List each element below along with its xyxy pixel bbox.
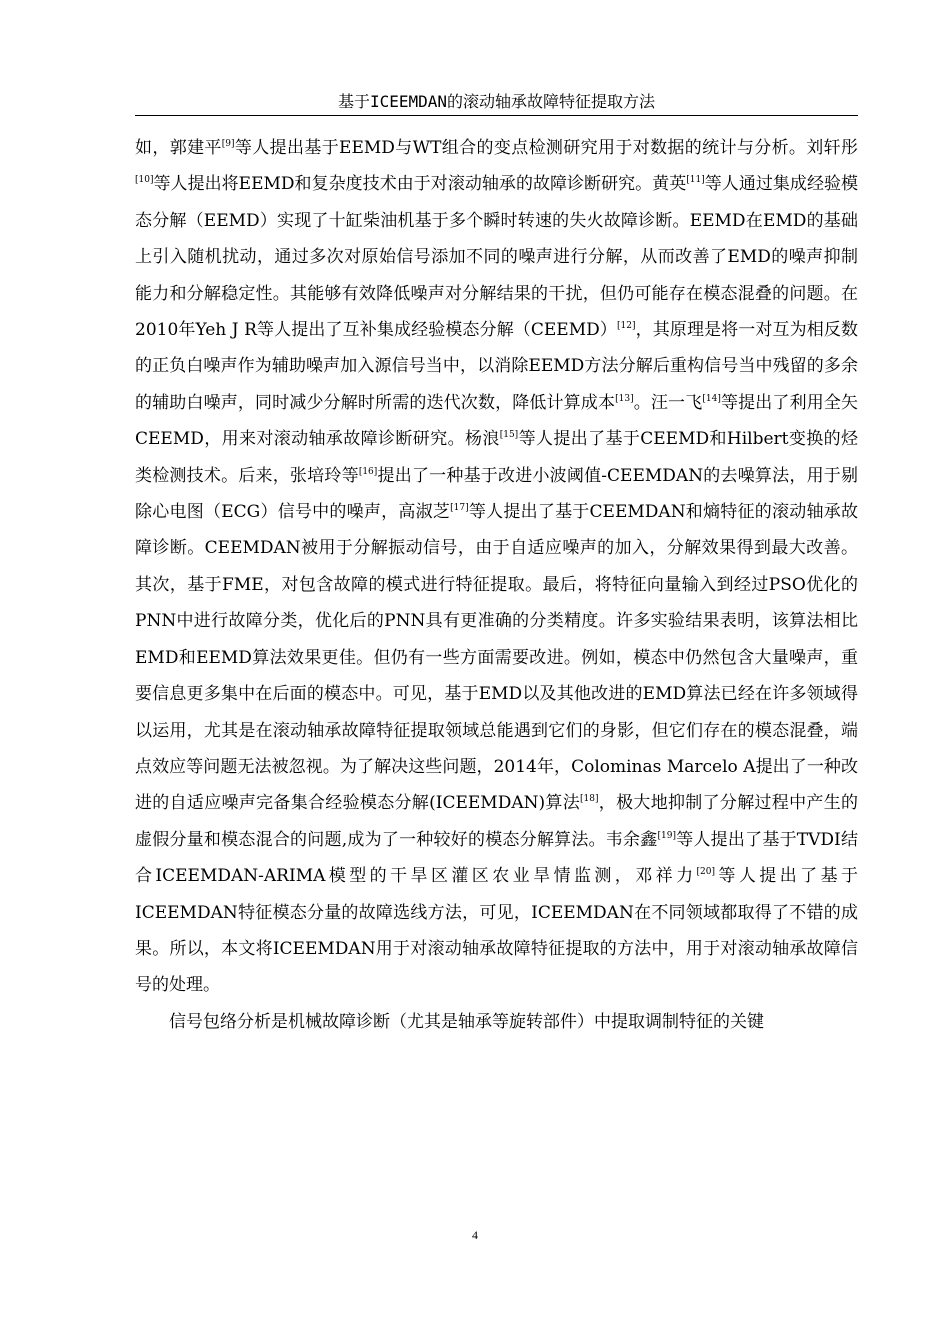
page-number: 4	[472, 1228, 478, 1242]
body-text	[135, 130, 858, 1040]
text-run: 等人提出将EEMD和复杂度技术由于对滚动轴承的故障诊断研究。黄英	[153, 174, 687, 195]
citation-ref: [9]	[221, 139, 235, 149]
citation-ref: [17]	[450, 503, 469, 514]
text-run: ，极大地抑制了分解过程中产生的虚假分量和模态混合的问题,成为了一种较好的模态分解算法。韦余鑫	[135, 793, 859, 850]
text-run: 等人通过集成经验模态分解（EEMD）实现了十缸柴油机基于多个瞬时转速的失火故障诊断。EEMD在EMD的基础上引入随机扰动，通过多次对原始信号添加不同的噪声进行分解，从而改善了EMD的噪声抑制能力和分解稳定性。其能够有效降低噪声对分解结果的干扰，但仍可能存在模态混叠的问题。在2010年Yeh J R等人提出了互补集成经验模态分解（CEEMD）	[135, 174, 859, 341]
text-run: 等人提出了基于CEEMDAN和熵特征的滚动轴承故障诊断。CEEMDAN被用于分解振动信号，由于自适应噪声的加入，分解效果得到最大改善。其次，基于FME，对包含故障的模式进行特征提取。最后，将特征向量输入到经过PSO优化的PNN中进行故障分类，优化后的PNN具有更准确的分类精度。许多实验结果表明，该算法相比EMD和EEMD算法效果更佳。但仍有一些方面需要改进。例如，模态中仍然包含大量噪声，重要信息更多集中在后面的模态中。可见，基于EMD以及其他改进的EMD算法已经在许多领域得以运用，尤其是在滚动轴承故障特征提取领域总能遇到它们的身影，但它们存在的模态混叠，端点效应等问题无法被忽视。为了解决这些问题，2014年，Colominas Marcelo A提出了一种改进的自适应噪声完备集合经验模态分解(ICEEMDAN)算法	[135, 502, 858, 814]
body-paragraph	[135, 130, 858, 1004]
text-run: 等人提出基于EEMD与WT组合的变点检测研究用于对数据的统计与分析。刘轩彤	[234, 138, 859, 158]
text-run: 等提出了利用全矢CEEMD，用来对滚动轴承故障诊断研究。杨浪	[135, 392, 859, 450]
citation-ref: [20]	[696, 867, 715, 878]
citation-ref: [10]	[135, 175, 154, 186]
running-header: 基于ICEEMDAN的滚动轴承故障特征提取方法	[135, 92, 858, 116]
citation-ref: [16]	[358, 466, 378, 477]
citation-ref: [13]	[615, 393, 634, 404]
body-paragraph	[135, 1004, 858, 1040]
citation-ref: [11]	[686, 175, 705, 186]
citation-ref: [14]	[702, 393, 721, 404]
text-run: 等人提出了基于ICEEMDAN特征模态分量的故障选线方法，可见，ICEEMDAN在不同领域都取得了不错的成果。所以，本文将ICEEMDAN用于对滚动轴承故障特征提取的方法中，用于对滚动轴承故障信号的处理。	[135, 866, 858, 996]
text-run: ，其原理是将一对互为相反数的正负白噪声作为辅助噪声加入源信号当中，以消除EEMD方法分解后重构信号当中残留的多余的辅助白噪声，同时减少分解时所需的迭代次数，降低计算成本	[135, 320, 859, 413]
citation-ref: [19]	[657, 830, 676, 841]
text-run: 信号包络分析是机械故障诊断（尤其是轴承等旋转部件）中提取调制特征的关键	[169, 1011, 764, 1032]
text-run: 等人提出了基于CEEMD和Hilbert变换的烃类检测技术。后来，张培玲等	[135, 429, 858, 486]
text-run: 如，郭建平	[135, 138, 222, 158]
citation-ref: [12]	[617, 321, 636, 332]
text-run: 提出了一种基于改进小波阈值-CEEMDAN的去噪算法，用于剔除心电图（ECG）信号中的噪声，高淑芝	[135, 465, 859, 523]
citation-ref: [15]	[499, 430, 519, 441]
text-run: 。汪一飞	[633, 392, 703, 413]
text-run: 等人提出了基于TVDI结合ICEEMDAN-ARIMA模型的干旱区灌区农业旱情监测，邓祥力	[135, 829, 859, 887]
citation-ref: [18]	[580, 794, 599, 805]
